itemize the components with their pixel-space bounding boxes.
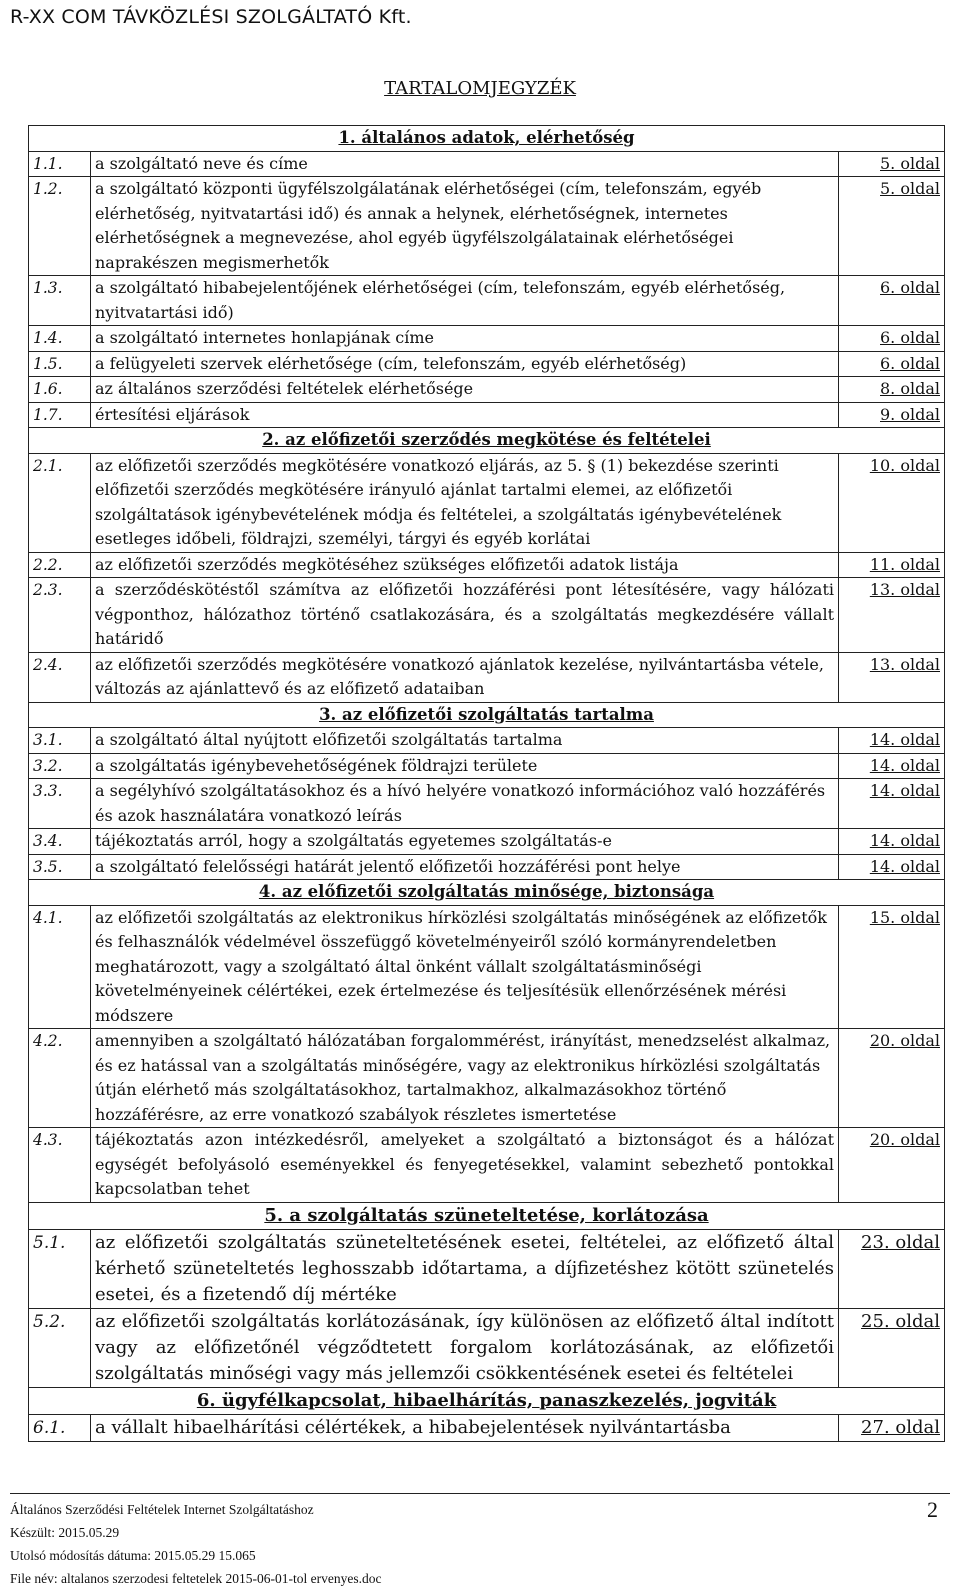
toc-section-row — [29, 1387, 945, 1414]
toc-item-number: 1.5. — [29, 351, 91, 377]
toc-row — [29, 1308, 945, 1387]
toc-item-page-link[interactable]: 14. oldal — [839, 854, 945, 880]
toc-body — [29, 126, 945, 1442]
toc-row — [29, 326, 945, 352]
toc-item-number: 3.4. — [29, 829, 91, 855]
toc-item-text: értesítési eljárások — [91, 402, 839, 428]
toc-item-number: 2.3. — [29, 578, 91, 653]
toc-item-page-link[interactable]: 13. oldal — [839, 652, 945, 702]
toc-row — [29, 377, 945, 403]
toc-section-heading — [29, 880, 945, 906]
toc-item-text: a felügyeleti szervek elérhetősége (cím, telefonszám, egyéb elérhetőség) — [91, 351, 839, 377]
toc-item-text: az általános szerződési feltételek elérhetősége — [91, 377, 839, 403]
toc-item-page-link[interactable]: 6. oldal — [839, 276, 945, 326]
toc-item-number: 3.3. — [29, 779, 91, 829]
toc-section-text: 1. általános adatok, elérhetőség — [338, 128, 635, 147]
toc-item-number: 3.2. — [29, 753, 91, 779]
toc-item-page-link[interactable]: 14. oldal — [839, 728, 945, 754]
toc-item-text: tájékoztatás azon intézkedésről, amelyeket a szolgáltató a biztonságot és a hálózat egységét befolyásoló eseményekkel és fenyegetésekkel, valamint sebezhető pontokkal kapcsolatban tehet — [91, 1128, 839, 1203]
toc-item-text: az előfizetői szerződés megkötésére vonatkozó eljárás, az 5. § (1) bekezdése szerinti előfizetői szerződés megkötésére irányuló ajánlat tartalmi elemei, az előfizetői szolgáltatások igénybevételének módja és feltételei, a szolgáltatás igénybevételének esetleges időbeli, földrajzi, személyi, tárgyi és egyéb korlátai — [91, 453, 839, 552]
toc-row — [29, 552, 945, 578]
toc-section-text: 2. az előfizetői szerződés megkötése és feltételei — [262, 430, 711, 449]
toc-section-heading — [29, 428, 945, 454]
toc-row — [29, 753, 945, 779]
toc-item-number: 3.1. — [29, 728, 91, 754]
toc-row — [29, 854, 945, 880]
toc-item-page-link[interactable]: 11. oldal — [839, 552, 945, 578]
toc-item-number: 1.4. — [29, 326, 91, 352]
toc-row — [29, 177, 945, 276]
toc-section-heading — [29, 702, 945, 728]
toc-row — [29, 905, 945, 1029]
toc-item-text: a szolgáltatás igénybevehetőségének földrajzi területe — [91, 753, 839, 779]
toc-item-number: 5.2. — [29, 1308, 91, 1387]
footer-doc-title: Általános Szerződési Feltételek Internet Szolgáltatáshoz — [10, 1502, 314, 1517]
toc-item-text: a szolgáltató hibabejelentőjének elérhetőségei (cím, telefonszám, egyéb elérhetőség, nyitvatartási idő) — [91, 276, 839, 326]
page-number: 2 — [927, 1497, 938, 1522]
toc-item-text: a szolgáltató által nyújtott előfizetői szolgáltatás tartalma — [91, 728, 839, 754]
toc-item-text: a szerződéskötéstől számítva az előfizetői hozzáférési pont létesítésére, vagy hálózati végponthoz, hálózathoz történő csatlakozására, és a szolgáltatás megkezdésére vállalt határidő — [91, 578, 839, 653]
toc-item-page-link[interactable]: 10. oldal — [839, 453, 945, 552]
footer-filename: File név: altalanos szerzodesi feltetelek 2015-06-01-tol ervenyes.doc — [10, 1571, 382, 1586]
toc-row — [29, 1229, 945, 1308]
toc-section-row — [29, 702, 945, 728]
toc-row — [29, 652, 945, 702]
toc-item-text: az előfizetői szolgáltatás az elektronikus hírközlési szolgáltatás minőségének az előfizetők és felhasználók védelmével összefüggő követelményeiről szóló kormányrendeletben meghatározott, vagy a szolgáltató által önként vállalt szolgáltatásminőségi követelményeinek célértékei, ezek értelmezése és teljesítésük ellenőrzésének mérési módszere — [91, 905, 839, 1029]
toc-row — [29, 1414, 945, 1441]
toc-section-row — [29, 1202, 945, 1229]
toc-item-text: az előfizetői szolgáltatás korlátozásának, így különösen az előfizető által indított vagy az előfizetőnél végződtetett forgalom korlátozásának, az előfizetői szolgáltatás minőségi vagy más jellemzői csökkentésének esetei és feltételei — [91, 1308, 839, 1387]
toc-item-number: 4.3. — [29, 1128, 91, 1203]
toc-item-number: 6.1. — [29, 1414, 91, 1441]
toc-item-number: 2.2. — [29, 552, 91, 578]
toc-row — [29, 829, 945, 855]
toc-item-page-link[interactable]: 14. oldal — [839, 779, 945, 829]
toc-item-page-link[interactable]: 27. oldal — [839, 1414, 945, 1441]
page-header-company: R-XX COM TÁVKÖZLÉSI SZOLGÁLTATÓ Kft. — [10, 6, 412, 28]
toc-item-number: 4.2. — [29, 1029, 91, 1128]
toc-row — [29, 728, 945, 754]
toc-item-number: 2.1. — [29, 453, 91, 552]
toc-item-page-link[interactable]: 9. oldal — [839, 402, 945, 428]
toc-item-page-link[interactable]: 20. oldal — [839, 1128, 945, 1203]
toc-item-page-link[interactable]: 25. oldal — [839, 1308, 945, 1387]
toc-section-row — [29, 880, 945, 906]
toc-item-text: a szolgáltató neve és címe — [91, 151, 839, 177]
toc-row — [29, 1128, 945, 1203]
toc-item-number: 5.1. — [29, 1229, 91, 1308]
toc-row — [29, 578, 945, 653]
toc-section-text: 6. ügyfélkapcsolat, hibaelhárítás, panaszkezelés, jogviták — [196, 1389, 777, 1411]
toc-title: TARTALOMJEGYZÉK — [384, 78, 576, 99]
toc-item-text: az előfizetői szolgáltatás szüneteltetésének esetei, feltételei, az előfizető által kérhető szüneteltetés leghosszabb időtartama, a díjfizetéshez kötött szünetelés esetei, és a fizetendő díj mértéke — [91, 1229, 839, 1308]
toc-section-row — [29, 126, 945, 152]
toc-row — [29, 1029, 945, 1128]
toc-row — [29, 151, 945, 177]
toc-item-text: amennyiben a szolgáltató hálózatában forgalommérést, irányítást, menedzselést alkalmaz, és ez hatással van a szolgáltatás minőségére, vagy az elektronikus hírközlési szolgáltatás útján elérhető más szolgáltatásokhoz, tartalmakhoz, alkalmazásokhoz történő hozzáférésre, az erre vonatkozó szabályok részletes ismertetése — [91, 1029, 839, 1128]
toc-item-page-link[interactable]: 6. oldal — [839, 351, 945, 377]
toc-item-page-link[interactable]: 8. oldal — [839, 377, 945, 403]
toc-item-page-link[interactable]: 5. oldal — [839, 177, 945, 276]
toc-item-page-link[interactable]: 15. oldal — [839, 905, 945, 1029]
toc-item-page-link[interactable]: 5. oldal — [839, 151, 945, 177]
toc-item-page-link[interactable]: 13. oldal — [839, 578, 945, 653]
toc-item-text: a szolgáltató központi ügyfélszolgálatának elérhetőségei (cím, telefonszám, egyéb elérhetőség, nyitvatartási idő) és annak a helynek, elérhetőségnek, internetes elérhetőségnek a megnevezése, ahol egyéb ügyfélszolgálatainak elérhetőségei naprakészen megismerhetők — [91, 177, 839, 276]
toc-item-page-link[interactable]: 14. oldal — [839, 829, 945, 855]
toc-row — [29, 779, 945, 829]
toc-item-text: tájékoztatás arról, hogy a szolgáltatás egyetemes szolgáltatás-e — [91, 829, 839, 855]
toc-item-text: a szolgáltató felelősségi határát jelentő előfizetői hozzáférési pont helye — [91, 854, 839, 880]
toc-item-number: 1.1. — [29, 151, 91, 177]
toc-item-text: az előfizetői szerződés megkötésére vonatkozó ajánlatok kezelése, nyilvántartásba vétele, változás az ajánlattevő és az előfizető adataiban — [91, 652, 839, 702]
toc-item-page-link[interactable]: 14. oldal — [839, 753, 945, 779]
toc-item-number: 2.4. — [29, 652, 91, 702]
toc-item-number: 4.1. — [29, 905, 91, 1029]
toc-item-number: 1.6. — [29, 377, 91, 403]
toc-row — [29, 453, 945, 552]
toc-item-text: a vállalt hibaelhárítási célértékek, a hibabejelentések nyilvántartásba — [91, 1414, 839, 1441]
toc-row — [29, 402, 945, 428]
toc-section-text: 5. a szolgáltatás szüneteltetése, korlátozása — [264, 1204, 709, 1226]
footer-modified: Utolsó módosítás dátuma: 2015.05.29 15.065 — [10, 1548, 256, 1563]
toc-row — [29, 276, 945, 326]
toc-section-text: 4. az előfizetői szolgáltatás minősége, biztonsága — [258, 882, 715, 901]
toc-section-heading — [29, 126, 945, 152]
toc-item-number: 1.3. — [29, 276, 91, 326]
toc-item-number: 3.5. — [29, 854, 91, 880]
toc-item-text: az előfizetői szerződés megkötéséhez szükséges előfizetői adatok listája — [91, 552, 839, 578]
toc-section-row — [29, 428, 945, 454]
toc-section-heading — [29, 1202, 945, 1229]
toc-row — [29, 351, 945, 377]
toc-item-page-link[interactable]: 20. oldal — [839, 1029, 945, 1128]
footer-created: Készült: 2015.05.29 — [10, 1525, 120, 1540]
toc-item-text: a segélyhívó szolgáltatásokhoz és a hívó helyére vonatkozó információhoz való hozzáférés és azok használatára vonatkozó leírás — [91, 779, 839, 829]
toc-item-text: a szolgáltató internetes honlapjának címe — [91, 326, 839, 352]
toc-item-number: 1.2. — [29, 177, 91, 276]
toc-item-page-link[interactable]: 6. oldal — [839, 326, 945, 352]
page-footer — [10, 1493, 950, 1590]
toc-section-heading — [29, 1387, 945, 1414]
toc-item-page-link[interactable]: 23. oldal — [839, 1229, 945, 1308]
toc-table — [28, 125, 945, 1442]
toc-section-text: 3. az előfizetői szolgáltatás tartalma — [319, 704, 654, 724]
toc-item-number: 1.7. — [29, 402, 91, 428]
